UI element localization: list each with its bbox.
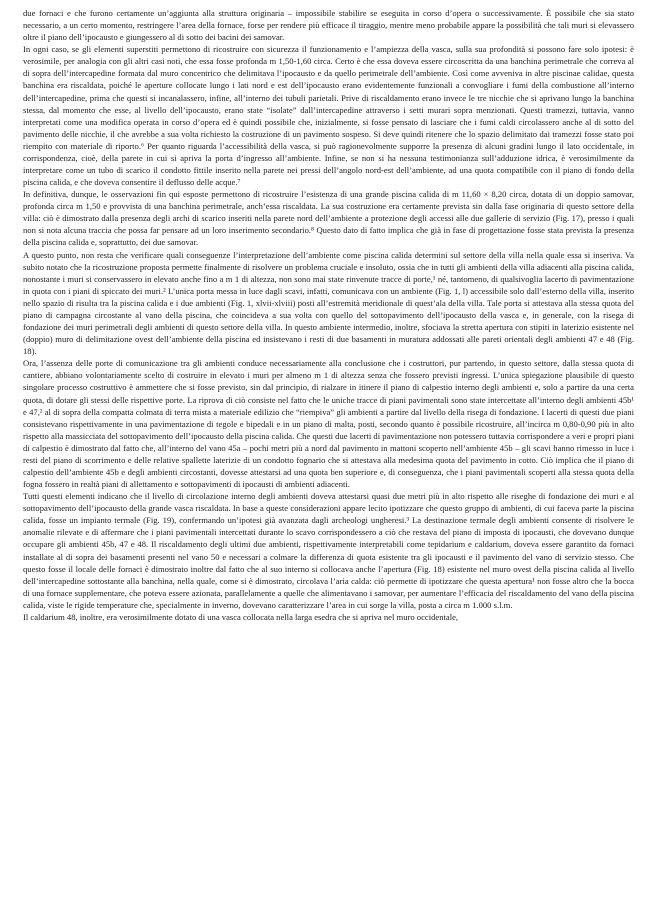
- paragraph: In ogni caso, se gli elementi superstiti permettono di ricostruire con sicurezza il funzionamento e l’ampiezza della vasca, sulla sua profondità si possono fare solo ipotesi: è verosimile, per analogia con gli altri casi noti, che essa fosse profonda m 1,50-1,60 circa. Certo è che essa doveva essere circoscritta da una banchina perimetrale che correva al di sopra dell’intercapedine formata dal muro concentrico che delimitava l’ipocausto e da quello perimetrale dell’ambiente. Così come avveniva in altre piscinae calidae, questa banchina era riscaldata, poiché le aperture collocate lungo i lati nord e est dell’ipocausto erano evidentemente funzionali a convogliare i fumi della combustione all’interno dell’intercapedine, prima che questi si incanalassero, infine, all’interno dei tubuli parietali. Prive di riscaldamento erano invece le tre nicchie che si aprivano lungo la banchina stessa, dal momento che esse, al livello dell’ipocausto, erano state “isolate” dall’intercapedine attraverso i setti murari sopra menzionati. Questi tramezzi, tuttavia, vanno interpretati come una modifica operata in corso d’opera ed è quindi possibile che, inizialmente, si fosse pensato di lasciare che i fumi caldi circolassero anche al di sotto del pavimento delle nicchie, il che avrebbe a sua volta richiesto la costruzione di un pavimento sospeso. Si deve quindi ritenere che lo spazio delimitato dai tramezzi fosse stato poi riempito con materiale di riporto.⁶ Per quanto riguarda l’accessibilità della vasca, si può ragionevolmente supporre la presenza di alcuni gradini lungo il lato occidentale, in corrispondenza, cioè, della parete in cui si apriva la porta d’ingresso all’ambiente. Infine, se non si ha nessuna testimonianza sull’adduzione idrica, è verosimilmente da interpretare come un tubo di scarico il condotto fittile inserito nella parete nei pressi dell’angolo nord-est dell’ambiente, ad una quota compatibile con il piano di fondo della piscina calida, e che doveva consentire il deflusso delle acque.⁷: [23, 44, 634, 188]
- paragraph: Tutti questi elementi indicano che il livello di circolazione interno degli ambienti doveva attestarsi quasi due metri più in alto rispetto alle riseghe di fondazione dei muri e al sottopavimento dell’ipocausto della grande vasca riscaldata. In base a queste considerazioni appare lecito ipotizzare che questo gruppo di ambienti, di cui faceva parte la piscina calida, fosse un impianto termale (Fig. 19), confermando un’ipotesi già avanzata dagli archeologi ungheresi.³ La destinazione termale degli ambienti consente di risolvere le anomalie rilevate e di affermare che i piani pavimentali intercettati durante lo scavo corrispondessero a ciò che restava del piano di imposta di ipocausti, che dovevano dunque occupare gli ambienti 45b, 47 e 48. Il riscaldamento degli ultimi due ambienti, rispettivamente interpretabili come tepidarium e caldarium, doveva essere garantito da fornaci installate al di sopra dei basamenti presenti nel vano 50 e necessari a colmare la differenza di quota esistente tra gli ipocausti e il pavimento del vano di servizio stesso. Che questo fosse il locale delle fornaci è dimostrato inoltre dal fatto che al suo interno si collocava anche l’apertura (Fig. 18) esistente nel muro ovest della piscina calida al livello dell’intercapedine sottostante alla banchina, nella quale, come si è dimostrato, circolava l’aria calda: ciò permette di ipotizzare che questa apertura¹ non fosse altro che la bocca di una fornace supplementare, che poteva essere azionata, parallelamente a quelle che alimentavano i samovar, per aumentare l’efficacia del riscaldamento del vano della piscina calida, viste le rigide temperature che, specialmente in inverno, dovevano caratterizzare l’area in cui sorge la villa, posta a circa m 1.000 s.l.m.: [23, 491, 634, 610]
- paragraph: In definitiva, dunque, le osservazioni fin qui esposte permettono di ricostruire l’esistenza di una grande piscina calida di m 11,60 × 8,20 circa, dotata di un doppio samovar, profonda circa m 1,50 e provvista di una banchina perimetrale, anch’essa riscaldata. La sua costruzione era certamente prevista sin dalla fase originaria di questo settore della villa: ciò è dimostrato dalla presenza degli archi di scarico inseriti nella parete nord dell’ambiente a protezione degli accessi alle due gallerie di servizio (Fig. 17), presso i quali non si nota alcuna traccia che possa far pensare ad un loro inserimento secondario.⁸ Questo dato di fatto implica che già in fase di progettazione fosse stata prevista la presenza della piscina calida e, soprattutto, dei due samovar.: [23, 189, 634, 248]
- paragraph: Il caldarium 48, inoltre, era verosimilmente dotato di una vasca collocata nella larga esedra che si apriva nel muro occidentale,: [23, 611, 459, 622]
- paragraph: A questo punto, non resta che verificare quali conseguenze l’interpretazione dell’ambiente come piscina calida determini sul settore della villa nella quale essa si inseriva. Va subito notato che la ricostruzione proposta permette finalmente di risolvere un problema cruciale e insoluto, ossia che in tutti gli ambienti della villa adiacenti alla piscina calida, nonostante i muri si conservassero in elevato anche fino a m 1 di altezza, non sono mai state rinvenute tracce di porte,¹ né, tantomeno, di qualsivoglia lacerto di pavimentazione in quota con i piani di spiccato dei muri.² L’unica porta messa in luce dagli scavi, infatti, comunicava con un ambiente (Fig. 1, l) accessibile solo dall’esterno della villa, inserito nello spazio di risulta tra la piscina calida e i due ambienti (Fig. 1, xlvii-xlviii) posti all’estremità meridionale di quest’ala della villa. Tale porta si attestava alla stessa quota del piano di campagna circostante al vano della piscina, che coincideva a sua volta con quello del sottopavimento dell’ipocausto della vasca e, in generale, con la risega di fondazione dei muri perimetrali degli ambienti di questo settore della villa. In questo ambiente intermedio, inoltre, sfociava la stretta apertura con stipiti in laterizio esistente nel (doppio) muro di delimitazione ovest dell’ambiente della piscina ed insistevano i resti di due basamenti in muratura addossati alle pareti orientali degli ambienti 47 e 48 (Fig. 18).: [23, 249, 634, 357]
- paragraph: Ora, l’assenza delle porte di comunicazione tra gli ambienti conduce necessariamente alla conclusione che i costruttori, pur partendo, in questo settore, dalla stessa quota di cantiere, abbiano volontariamente scelto di costruire in elevato i muri per almeno m 1 di altezza senza che fossero previsti ingressi. L’unica spiegazione plausibile di questo singolare processo costruttivo è ammettere che si fosse previsto, sin dal principio, di rialzare in itinere il piano di calpestio interno degli ambienti e, solo a partire da una certa quota, di dotare gli stessi delle rispettive porte. La riprova di ciò consiste nel fatto che le uniche tracce di piani pavimentali sono state intercettate all’interno degli ambienti 45b¹ e 47,² al di sopra della compatta colmata di terra mista a materiale edilizio che “riempiva” gli ambienti a partire dal livello della risega di fondazione. I lacerti di questi due piani consistevano rispettivamente in una pavimentazione di tegole e bipedali e in un piano di malta, posti, secondo quanto è possibile ricostruire, all’incirca m 0,80-0,90 più in alto rispetto alla massicciata del sottopavimento dell’ipocausto della piscina calida. Che questi due lacerti di pavimentazione non potessero tuttavia corrispondere a veri e propri piani di calpestio è dimostrato dal fatto che, all’interno del vano 45a – pochi metri più a nord dal pavimento in mattoni scoperto nell’ambiente 45b – gli scavi hanno rimesso in luce i resti del piano di scorrimento e delle relative spallette laterizie di un condotto fognario che si attestava alla medesima quota del pavimento in cotto. Ciò implica che il piano di calpestio dell’ambiente 45b e degli ambienti circostanti, dovesse attestarsi ad una quota ben superiore e, di conseguenza, che i piani pavimentali scoperti alla stessa quota della fogna fossero in realtà piani di allettamento e sottopavimenti di ipocausti di ambienti adiacenti.: [23, 358, 634, 490]
- paragraph: due fornaci e che furono certamente un’aggiunta alla struttura originaria – impossibile stabilire se eseguita in corso d’opera o successivamente. È possibile che sia stato necessario, a un certo momento, restringere l’area della fornace, forse per rendere più efficace il tiraggio, mentre meno probabile appare la possibilità che tali muri si elevassero oltre il piano dell’ipocausto e giungessero al di sotto dei bacini dei samovar.: [23, 8, 634, 43]
